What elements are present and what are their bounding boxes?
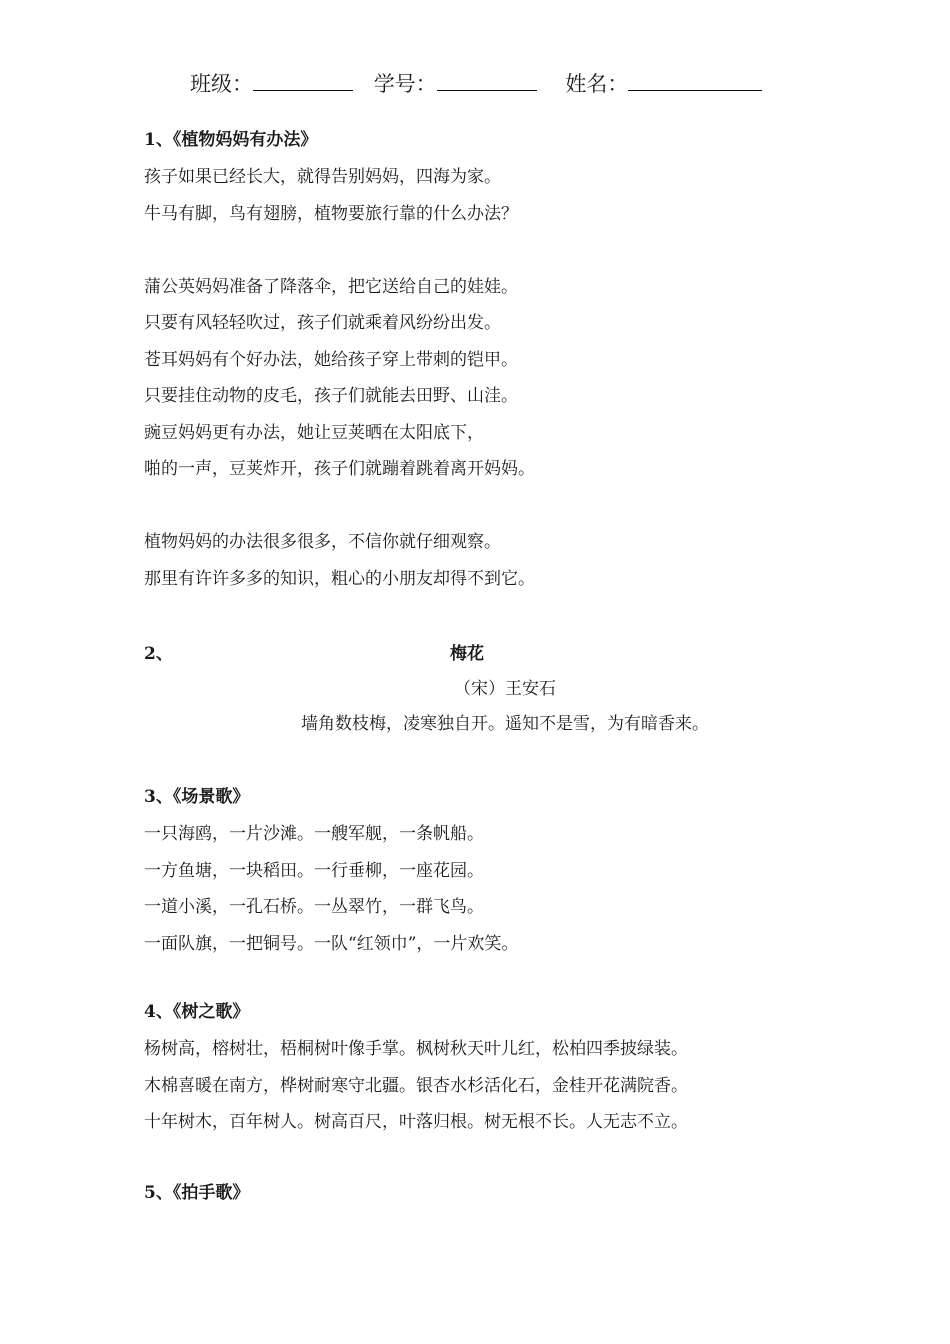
section-5-title: 5、《拍手歌》 (144, 1183, 250, 1203)
text-line: 一只海鸥，一片沙滩。一艘军舰，一条帆船。 (144, 824, 484, 844)
text-line: 一面队旗，一把铜号。一队“红领巾”，一片欢笑。 (144, 933, 519, 954)
section-4 (144, 997, 904, 1141)
poem-verse: 墙角数枝梅，凌寒独自开。遥知不是雪，为有暗香来。 (301, 714, 709, 734)
text-line: 牛马有脚，鸟有翅膀，植物要旅行靠的什么办法？ (144, 203, 518, 224)
blank-line (144, 488, 844, 525)
text-line: 十年树木，百年树人。树高百尺，叶落归根。树无根不长。人无志不立。 (144, 1112, 688, 1132)
text-line: 一道小溪，一孔石桥。一丛翠竹，一群飞鸟。 (144, 897, 484, 917)
text-line: 蒲公英妈妈准备了降落伞，把它送给自己的娃娃。 (144, 276, 518, 297)
name-label: 姓名： (565, 72, 629, 96)
section-2 (144, 638, 844, 670)
text-line: 只要有风轻轻吹过，孩子们就乘着风纷纷出发。 (144, 313, 501, 333)
blank-line (144, 232, 844, 269)
text-line: 木棉喜暖在南方，桦树耐寒守北疆。银杏水杉活化石，金桂开花满院香。 (144, 1075, 688, 1096)
name-blank[interactable] (628, 70, 762, 91)
section-3-title: 3、《场景歌》 (144, 787, 250, 807)
poem-author: （宋）王安石 (454, 679, 556, 699)
text-line: 啪的一声，豆荚炸开，孩子们就蹦着跳着离开妈妈。 (144, 459, 535, 479)
text-line: 那里有许许多多的知识，粗心的小朋友却得不到它。 (144, 568, 535, 589)
section-2-number: 2、 (144, 644, 173, 664)
class-label: 班级： (190, 72, 253, 96)
text-line: 只要挂住动物的皮毛，孩子们就能去田野、山洼。 (144, 386, 518, 406)
text-line: 苍耳妈妈有个好办法，她给孩子穿上带刺的铠甲。 (144, 349, 518, 370)
section-1-title: 1、《植物妈妈有办法》 (144, 130, 318, 150)
text-line: 植物妈妈的办法很多很多，不信你就仔细观察。 (144, 532, 501, 552)
class-blank[interactable] (253, 70, 353, 91)
poem-header (144, 638, 844, 670)
section-5 (144, 1178, 844, 1208)
text-line: 杨树高，榕树壮，梧桐树叶像手掌。枫树秋天叶儿红，松柏四季披绿装。 (144, 1039, 688, 1059)
poem-body (30, 672, 950, 742)
student-id-label: 学号： (373, 72, 437, 96)
student-id-blank[interactable] (437, 70, 537, 91)
student-info-header (190, 68, 774, 98)
section-1 (144, 125, 844, 597)
text-line: 一方鱼塘，一块稻田。一行垂柳，一座花园。 (144, 860, 484, 881)
poem-title: 梅花 (450, 644, 484, 664)
text-line: 豌豆妈妈更有办法，她让豆荚晒在太阳底下， (144, 422, 484, 443)
section-4-title: 4、《树之歌》 (144, 1002, 250, 1022)
text-line: 孩子如果已经长大，就得告别妈妈，四海为家。 (144, 167, 501, 187)
section-3 (144, 782, 844, 962)
